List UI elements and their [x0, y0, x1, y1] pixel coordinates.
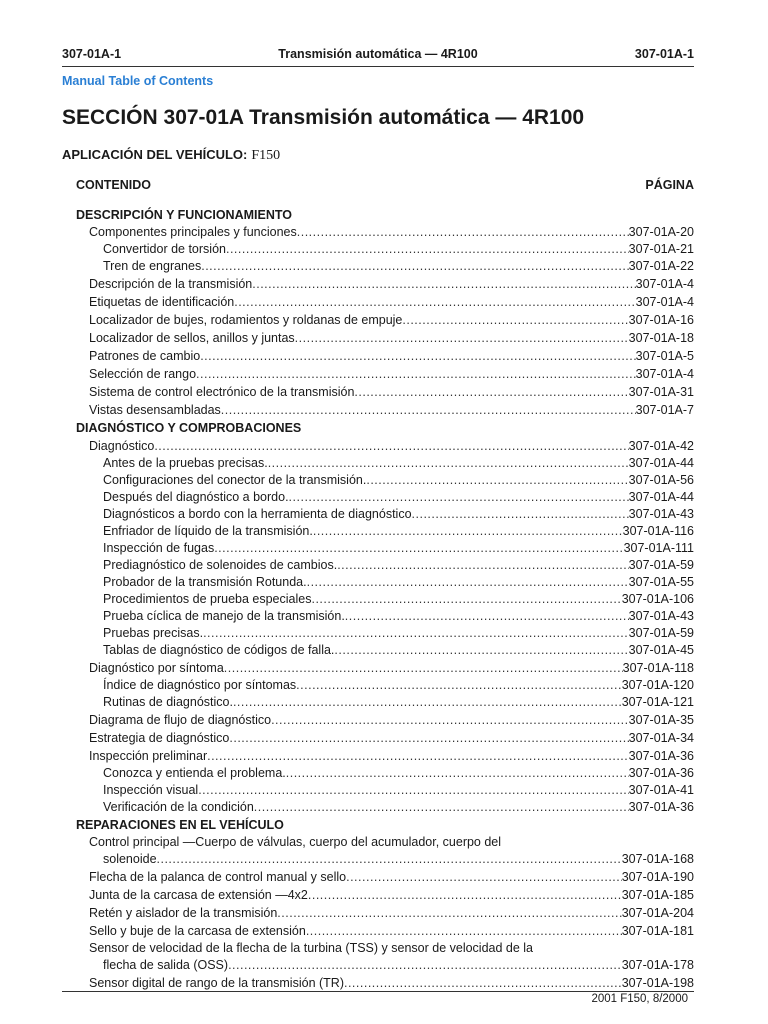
manual-toc-link[interactable]: Manual Table of Contents — [62, 74, 214, 88]
header-section-code-left: 307-01A-1 — [62, 47, 122, 61]
toc-entry-text: solenoide — [103, 852, 157, 866]
toc-entry-page: 307-01A-4 — [635, 295, 694, 309]
toc-entry-text: Diagnóstico por síntoma — [89, 661, 224, 675]
toc-entry-text: Inspección preliminar — [89, 749, 208, 763]
header-title: Transmisión automática — 4R100 — [278, 47, 478, 61]
toc-entry-line2 — [89, 851, 694, 868]
dot-leader — [228, 957, 622, 974]
toc-entry[interactable] — [62, 383, 694, 401]
dot-leader — [200, 347, 635, 365]
toc-entry-page: 307-01A-168 — [621, 852, 694, 866]
toc-entry-page: 307-01A-59 — [628, 558, 694, 572]
toc-entry-page: 307-01A-36 — [628, 800, 694, 814]
contents-column-label: CONTENIDO — [76, 178, 151, 192]
toc-entry-text-line1: Sensor de velocidad de la flecha de la turbina (TSS) y sensor de velocidad de la — [89, 941, 534, 955]
toc-entry-text: Tren de engranes — [103, 259, 202, 273]
toc-entry[interactable] — [62, 922, 694, 940]
toc-entry-page: 307-01A-178 — [621, 958, 694, 972]
toc-entry-page: 307-01A-44 — [628, 456, 694, 470]
toc-entry[interactable] — [62, 729, 694, 747]
toc-entry-text: Probador de la transmisión Rotunda. — [103, 575, 307, 589]
toc-entry-text: Conozca y entienda el problema. — [103, 766, 286, 780]
toc-entry-page: 307-01A-4 — [635, 277, 694, 291]
dot-leader — [308, 886, 622, 904]
dot-leader — [306, 922, 622, 940]
dot-leader — [234, 293, 635, 311]
dot-leader — [334, 642, 628, 659]
dot-leader — [157, 851, 622, 868]
toc-section-heading: REPARACIONES EN EL VEHÍCULO — [76, 818, 284, 832]
toc-entry-text: Tablas de diagnóstico de códigos de falla. — [103, 643, 335, 657]
toc-entry-text: Índice de diagnóstico por síntomas — [103, 678, 297, 692]
toc-entry[interactable] — [62, 523, 694, 540]
toc-entry[interactable] — [62, 834, 694, 868]
toc-entry-page: 307-01A-44 — [628, 490, 694, 504]
toc-entry-text: Después del diagnóstico a bordo. — [103, 490, 289, 504]
toc-entry[interactable] — [62, 886, 694, 904]
toc-entry[interactable] — [62, 293, 694, 311]
toc-entry-page: 307-01A-111 — [623, 541, 694, 555]
toc-entry[interactable] — [62, 799, 694, 816]
dot-leader — [277, 904, 621, 922]
toc-entry-page: 307-01A-36 — [628, 749, 694, 763]
toc-entry-line2 — [89, 957, 694, 974]
dot-leader — [412, 506, 629, 523]
toc-entry-text: Sello y buje de la carcasa de extensión — [89, 924, 306, 938]
table-of-contents — [62, 206, 694, 992]
toc-entry[interactable] — [62, 472, 694, 489]
toc-entry-page: 307-01A-121 — [621, 695, 694, 709]
toc-entry-page: 307-01A-4 — [635, 367, 694, 381]
toc-entry[interactable] — [62, 625, 694, 642]
toc-entry-page: 307-01A-31 — [628, 385, 694, 399]
vehicle-application — [62, 147, 280, 164]
toc-entry-text: Sensor digital de rango de la transmisión (TR) — [89, 976, 344, 990]
toc-entry[interactable] — [62, 642, 694, 659]
toc-entry-page: 307-01A-42 — [628, 439, 694, 453]
dot-leader — [268, 455, 629, 472]
toc-entry[interactable] — [62, 437, 694, 455]
toc-entry-page: 307-01A-55 — [628, 575, 694, 589]
toc-entry[interactable] — [62, 782, 694, 799]
dot-leader — [207, 747, 629, 765]
toc-entry-text: Prueba cíclica de manejo de la transmisión. — [103, 609, 345, 623]
toc-entry-text: Diagnósticos a bordo con la herramienta de diagnóstico — [103, 507, 412, 521]
toc-entry-page: 307-01A-18 — [628, 331, 694, 345]
dot-leader — [307, 574, 629, 591]
dot-leader — [337, 557, 628, 574]
toc-entry-page: 307-01A-5 — [635, 349, 694, 363]
dot-leader — [233, 694, 622, 711]
toc-entry-text: Pruebas precisas. — [103, 626, 204, 640]
dot-leader — [254, 799, 629, 816]
toc-entry[interactable] — [62, 557, 694, 574]
header-section-code-right: 307-01A-1 — [634, 47, 694, 61]
dot-leader — [344, 974, 622, 992]
dot-leader — [154, 437, 628, 455]
toc-entry[interactable] — [62, 329, 694, 347]
toc-entry[interactable] — [62, 489, 694, 506]
dot-leader — [252, 275, 635, 293]
toc-entry-text: Retén y aislador de la transmisión — [89, 906, 278, 920]
toc-entry-text: Componentes principales y funciones — [89, 225, 297, 239]
dot-leader — [214, 540, 623, 557]
page-footer: 2001 F150, 8/2000 — [591, 993, 688, 1005]
toc-entry-text: Prediagnóstico de solenoides de cambios. — [103, 558, 338, 572]
toc-entry[interactable] — [62, 940, 694, 974]
dot-leader — [295, 329, 629, 347]
toc-entry-text: Antes de la pruebas precisas. — [103, 456, 268, 470]
toc-section-heading: DESCRIPCIÓN Y FUNCIONAMIENTO — [76, 208, 292, 222]
toc-entry-text-line1: Control principal —Cuerpo de válvulas, cuerpo del acumulador, cuerpo del — [89, 835, 502, 849]
dot-leader — [313, 523, 623, 540]
page-column-label: PÁGINA — [645, 178, 694, 192]
toc-entry[interactable] — [62, 608, 694, 625]
toc-entry-text: Selección de rango — [89, 367, 197, 381]
toc-entry-page: 307-01A-181 — [621, 924, 694, 938]
toc-entry[interactable] — [62, 765, 694, 782]
toc-entry-text: Junta de la carcasa de extensión —4x2 — [89, 888, 308, 902]
toc-entry[interactable] — [62, 747, 694, 765]
toc-entry-page: 307-01A-43 — [628, 609, 694, 623]
toc-entry[interactable] — [62, 224, 694, 241]
toc-entry-text: Etiquetas de identificación — [89, 295, 235, 309]
toc-entry-text: Descripción de la transmisión — [89, 277, 253, 291]
toc-entry-page: 307-01A-45 — [628, 643, 694, 657]
dot-leader — [402, 311, 628, 329]
toc-entry-text: Diagrama de flujo de diagnóstico — [89, 713, 272, 727]
toc-entry-page: 307-01A-120 — [621, 678, 694, 692]
toc-entry-text: Verificación de la condición — [103, 800, 254, 814]
toc-entry[interactable] — [62, 574, 694, 591]
toc-entry-page: 307-01A-7 — [635, 403, 694, 417]
toc-entry[interactable] — [62, 365, 694, 383]
toc-entry-page: 307-01A-185 — [621, 888, 694, 902]
toc-entry[interactable] — [62, 401, 694, 419]
dot-leader — [311, 591, 621, 608]
toc-entry-text: Diagnóstico — [89, 439, 155, 453]
toc-entry-text: Inspección de fugas — [103, 541, 215, 555]
toc-entry[interactable] — [62, 241, 694, 258]
toc-entry-page: 307-01A-36 — [628, 766, 694, 780]
dot-leader — [297, 224, 629, 241]
toc-entry[interactable] — [62, 540, 694, 557]
toc-entry-text: Inspección visual — [103, 783, 199, 797]
toc-entry-page: 307-01A-16 — [628, 313, 694, 327]
toc-entry-text: Vistas desensambladas — [89, 403, 221, 417]
toc-entry[interactable] — [62, 506, 694, 523]
toc-entry-page: 307-01A-118 — [622, 661, 694, 675]
dot-leader — [289, 489, 629, 506]
application-label: APLICACIÓN DEL VEHÍCULO: — [62, 147, 248, 162]
toc-entry-text: Enfriador de líquido de la transmisión. — [103, 524, 313, 538]
dot-leader — [354, 383, 628, 401]
toc-entry-text: Patrones de cambio — [89, 349, 201, 363]
dot-leader — [196, 365, 636, 383]
dot-leader — [229, 729, 628, 747]
dot-leader — [224, 659, 623, 677]
toc-entry[interactable] — [62, 711, 694, 729]
toc-entry-page: 307-01A-198 — [621, 976, 694, 990]
application-value: F150 — [251, 148, 281, 163]
toc-entry-text: Procedimientos de prueba especiales — [103, 592, 312, 606]
toc-entry-text: Localizador de bujes, rodamientos y roldanas de empuje — [89, 313, 403, 327]
toc-entry-text: Convertidor de torsión — [103, 242, 226, 256]
toc-entry-text: Rutinas de diagnóstico. — [103, 695, 233, 709]
dot-leader — [296, 677, 622, 694]
toc-column-headers — [76, 178, 694, 192]
toc-entry-page: 307-01A-204 — [621, 906, 694, 920]
toc-entry[interactable] — [62, 974, 694, 992]
toc-entry-page: 307-01A-116 — [622, 524, 694, 538]
toc-entry[interactable] — [62, 258, 694, 275]
toc-entry[interactable] — [62, 868, 694, 886]
toc-entry-text: Sistema de control electrónico de la transmisión — [89, 385, 355, 399]
toc-entry[interactable] — [62, 591, 694, 608]
toc-entry[interactable] — [62, 694, 694, 711]
dot-leader — [201, 258, 628, 275]
toc-entry-page: 307-01A-34 — [628, 731, 694, 745]
toc-entry-text: flecha de salida (OSS) — [103, 958, 229, 972]
toc-entry-page: 307-01A-22 — [628, 259, 694, 273]
dot-leader — [203, 625, 629, 642]
dot-leader — [221, 401, 636, 419]
dot-leader — [271, 711, 629, 729]
dot-leader — [345, 608, 629, 625]
toc-entry-page: 307-01A-35 — [628, 713, 694, 727]
header-rule — [62, 66, 694, 67]
toc-entry[interactable] — [62, 455, 694, 472]
toc-entry[interactable] — [62, 311, 694, 329]
toc-entry[interactable] — [62, 347, 694, 365]
dot-leader — [346, 868, 622, 886]
toc-entry-text: Localizador de sellos, anillos y juntas — [89, 331, 295, 345]
dot-leader — [198, 782, 628, 799]
toc-entry-page: 307-01A-106 — [621, 592, 694, 606]
dot-leader — [366, 472, 628, 489]
dot-leader — [286, 765, 629, 782]
toc-entry[interactable] — [62, 275, 694, 293]
toc-entry[interactable] — [62, 659, 694, 677]
toc-entry-page: 307-01A-190 — [621, 870, 694, 884]
toc-entry[interactable] — [62, 677, 694, 694]
toc-section-heading: DIAGNÓSTICO Y COMPROBACIONES — [76, 421, 302, 435]
toc-entry-text: Flecha de la palanca de control manual y sello — [89, 870, 347, 884]
toc-entry-page: 307-01A-56 — [628, 473, 694, 487]
section-title: SECCIÓN 307-01A Transmisión automática — 4R100 — [62, 106, 585, 129]
page-header — [62, 47, 694, 65]
toc-entry-page: 307-01A-43 — [628, 507, 694, 521]
toc-entry-page: 307-01A-21 — [628, 242, 694, 256]
toc-entry[interactable] — [62, 904, 694, 922]
footer-rule — [62, 991, 694, 992]
toc-entry-page: 307-01A-59 — [628, 626, 694, 640]
toc-entry-text: Estrategia de diagnóstico — [89, 731, 230, 745]
dot-leader — [226, 241, 629, 258]
toc-entry-page: 307-01A-20 — [628, 225, 694, 239]
toc-entry-text: Configuraciones del conector de la transmisión. — [103, 473, 367, 487]
toc-entry-page: 307-01A-41 — [628, 783, 694, 797]
